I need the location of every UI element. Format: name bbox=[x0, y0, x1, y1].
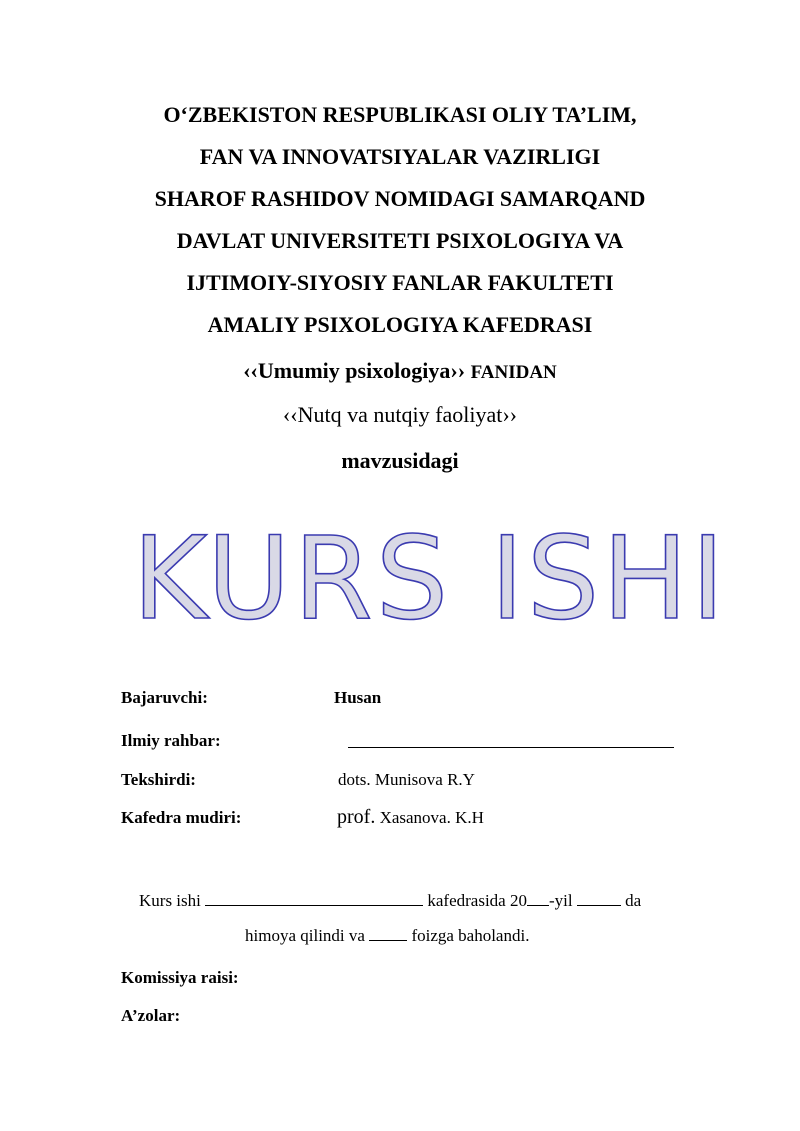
ministry-header bbox=[0, 94, 800, 346]
header-line-4: DAVLAT UNIVERSITETI PSIXOLOGIYA VA bbox=[176, 228, 624, 253]
score-blank bbox=[369, 926, 407, 941]
course-work-title bbox=[120, 520, 740, 630]
date-blank bbox=[577, 891, 621, 906]
header-line-2: FAN VA INNOVATSIYALAR VAZIRLIGI bbox=[199, 144, 601, 169]
performer-label: Bajaruvchi: bbox=[121, 688, 208, 707]
commission-members-label: A’zolar: bbox=[121, 1006, 181, 1025]
header-line-5: IJTIMOIY-SIYOSIY FANLAR FAKULTETI bbox=[186, 270, 614, 295]
head-label: Kafedra mudiri: bbox=[121, 808, 242, 827]
course-work-title-text: KURS ISHI bbox=[132, 520, 728, 630]
defense-line-2 bbox=[245, 926, 529, 946]
defense-part3: -yil bbox=[548, 891, 573, 910]
subject-line bbox=[0, 358, 800, 384]
defense-part1: Kurs ishi bbox=[139, 891, 201, 910]
header-line-3: SHAROF RASHIDOV NOMIDAGI SAMARQAND bbox=[154, 186, 646, 211]
defense-part2: kafedrasida 20 bbox=[427, 891, 527, 910]
topic-title: ‹‹Nutq va nutqiy faoliyat›› bbox=[283, 402, 517, 427]
defense-line-1 bbox=[139, 891, 641, 911]
department-blank bbox=[205, 891, 423, 906]
checked-label: Tekshirdi: bbox=[121, 770, 196, 789]
checked-row bbox=[121, 770, 475, 790]
defense-part5: himoya qilindi va bbox=[245, 926, 365, 945]
subject-suffix: FANIDAN bbox=[470, 362, 557, 383]
supervisor-blank bbox=[348, 733, 674, 753]
head-row bbox=[121, 806, 484, 828]
header-line-6: AMALIY PSIXOLOGIYA KAFEDRASI bbox=[207, 312, 593, 337]
head-value-wrap bbox=[337, 806, 484, 829]
year-blank bbox=[527, 891, 549, 906]
commission-chair-label: Komissiya raisi: bbox=[121, 968, 239, 987]
performer-row bbox=[121, 688, 382, 708]
subject-name: ‹‹Umumiy psixologiya›› bbox=[243, 358, 466, 383]
checked-value: dots. Munisova R.Y bbox=[338, 770, 475, 789]
defense-part6: foizga baholandi. bbox=[411, 926, 530, 945]
defense-part4: da bbox=[625, 891, 642, 910]
header-line-1: O‘ZBEKISTON RESPUBLIKASI OLIY TA’LIM, bbox=[163, 102, 637, 127]
supervisor-row bbox=[121, 731, 221, 751]
topic-suffix: mavzusidagi bbox=[341, 448, 459, 473]
supervisor-label: Ilmiy rahbar: bbox=[121, 731, 221, 750]
head-prefix: prof. bbox=[337, 806, 376, 828]
performer-value: Husan bbox=[334, 688, 382, 707]
head-value: Xasanova. K.H bbox=[379, 808, 484, 827]
